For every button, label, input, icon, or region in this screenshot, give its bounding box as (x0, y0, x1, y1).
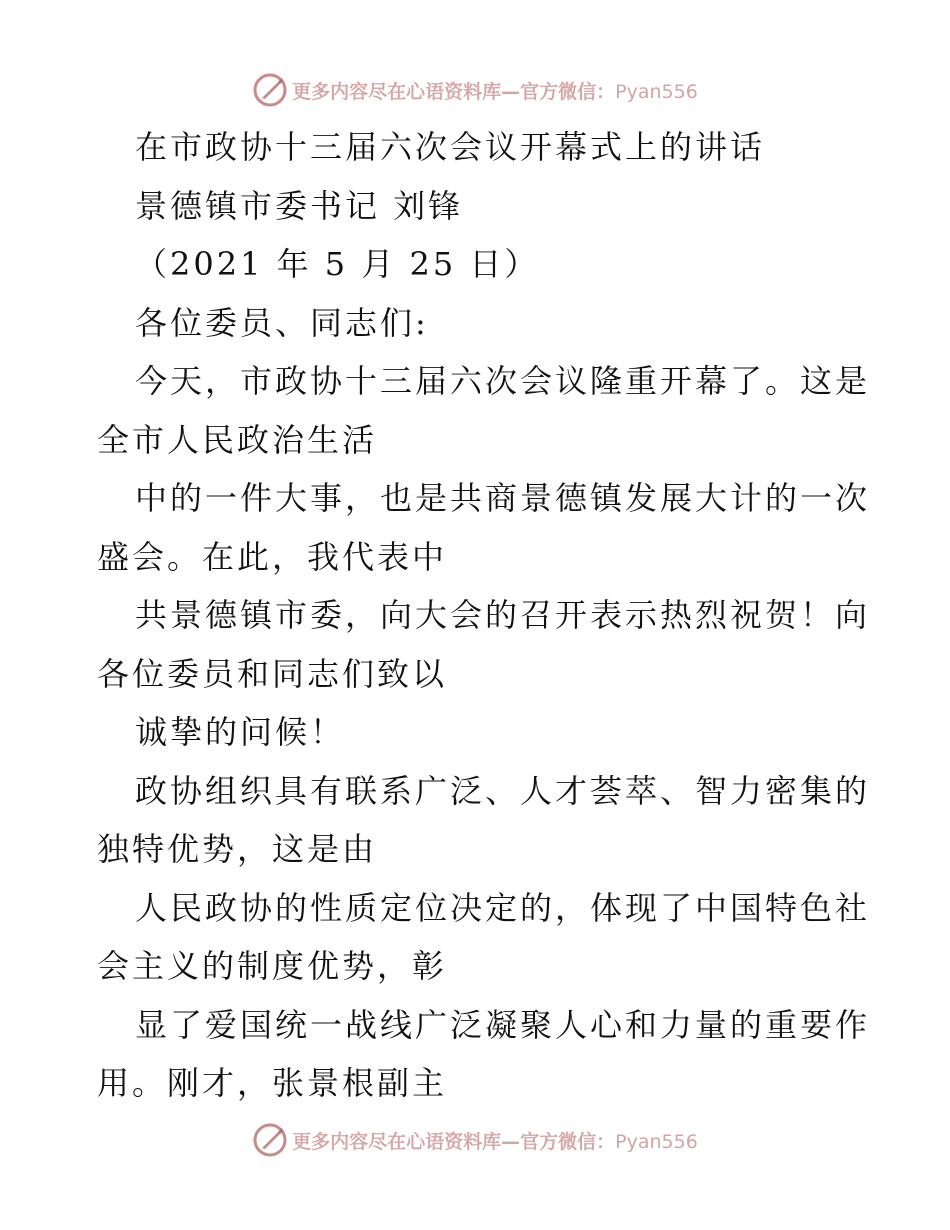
speaker-line: 景德镇市委书记 刘锋 (135, 186, 464, 225)
quill-pen-logo-icon (252, 72, 288, 108)
watermark-text: 更多内容尽在心语资料库—官方微信：Pyan556 (292, 1130, 698, 1153)
body-paragraphs (97, 352, 871, 1113)
footer-watermark (0, 1120, 950, 1160)
body-line: 中的一件大事，也是共商景德镇发展大计的一次 (135, 479, 871, 517)
body-line: 诚挚的问候！ (135, 713, 346, 751)
document-title: 在市政协十三届六次会议开幕式上的讲话 (135, 128, 766, 166)
document-body (97, 118, 871, 1113)
body-line: 共景德镇市委，向大会的召开表示热烈祝贺！向 (135, 596, 871, 634)
watermark-account: Pyan556 (615, 80, 698, 103)
body-line: 人民政协的性质定位决定的，体现了中国特色社 (135, 888, 871, 927)
greeting-line: 各位委员、同志们: (135, 303, 429, 342)
body-line: 独特优势，这是由 (97, 830, 378, 868)
header-watermark (0, 70, 950, 110)
body-line: 政协组织具有联系广泛、人才荟萃、智力密集的 (135, 771, 871, 810)
body-line: 今天，市政协十三届六次会议隆重开幕了。这是 (135, 362, 871, 400)
watermark-account: Pyan556 (615, 1130, 698, 1153)
body-line: 会主义的制度优势，彰 (97, 947, 448, 985)
body-line: 全市人民政治生活 (97, 420, 378, 459)
body-line: 显了爱国统一战线广泛凝聚人心和力量的重要作 (135, 1005, 871, 1044)
watermark-text: 更多内容尽在心语资料库—官方微信：Pyan556 (292, 80, 698, 103)
quill-pen-logo-icon (252, 1122, 288, 1158)
body-line: 各位委员和同志们致以 (97, 654, 448, 693)
date-line: （2021 年 5 月 25 日） (135, 245, 540, 283)
body-line: 盛会。在此，我代表中 (97, 537, 448, 576)
body-line: 用。刚才，张景根副主 (97, 1064, 448, 1102)
